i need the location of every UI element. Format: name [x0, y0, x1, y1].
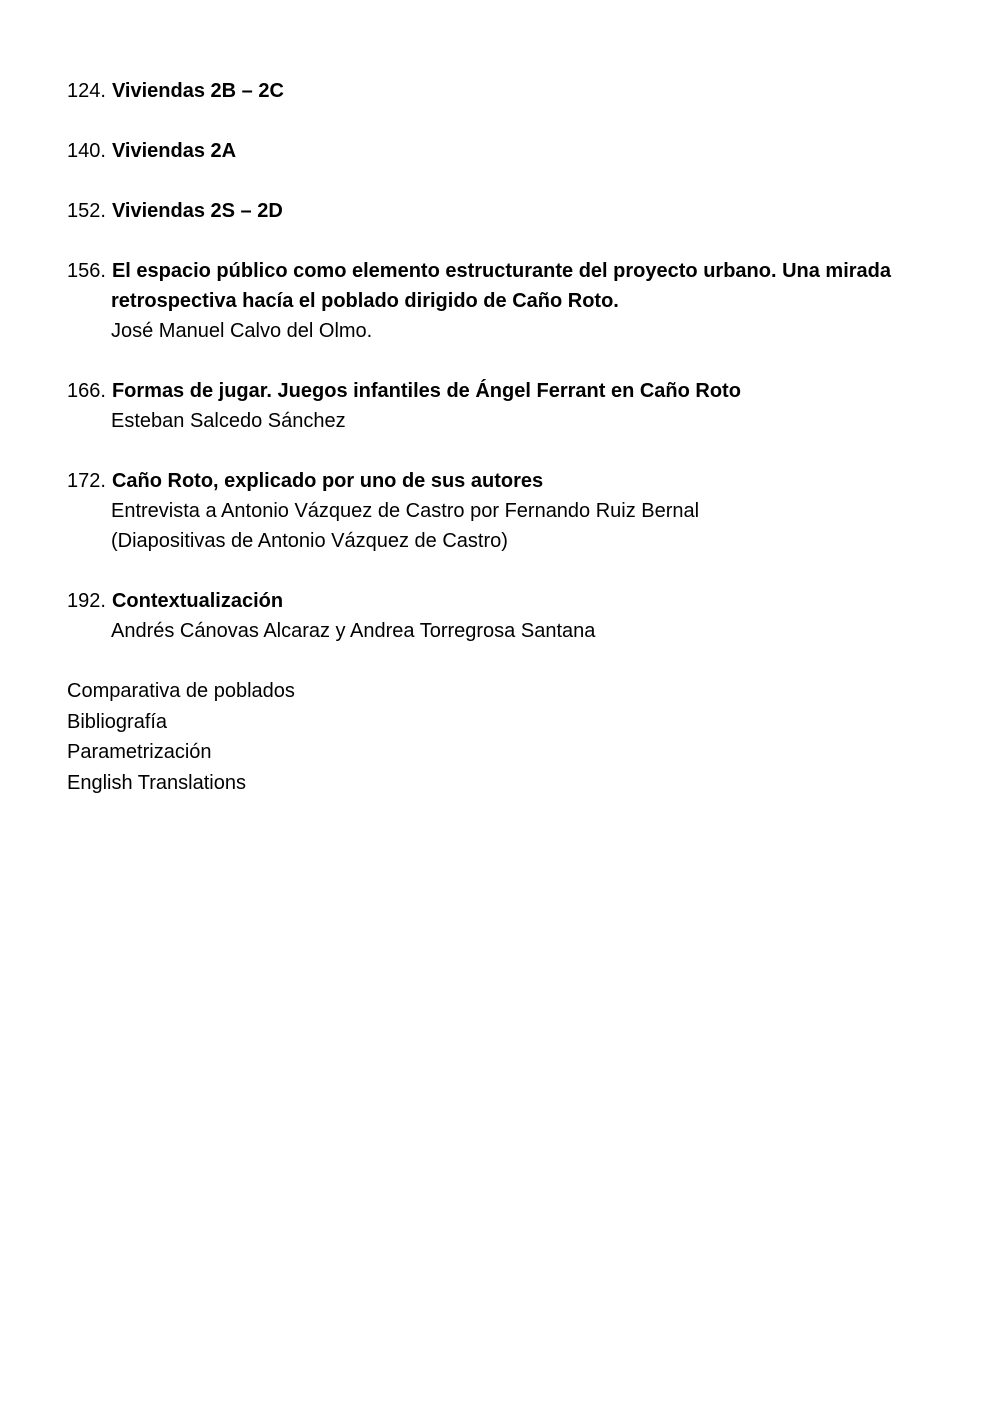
toc-page-number: 124. [67, 80, 106, 102]
toc-entry-author: Andrés Cánovas Alcaraz y Andrea Torregrosa Santana [111, 620, 596, 642]
appendix-item-bibliografia: Bibliografía [67, 710, 168, 733]
toc-page-number: 192. [67, 590, 106, 612]
toc-entry-title: Formas de jugar. Juegos infantiles de Ángel Ferrant en Caño Roto [111, 380, 741, 402]
toc-page-number: 166. [67, 380, 106, 402]
toc-entry-title: Viviendas 2B – 2C [111, 80, 284, 102]
toc-entry [67, 196, 947, 226]
toc-entry-author: Entrevista a Antonio Vázquez de Castro por Fernando Ruiz Bernal [111, 500, 700, 522]
toc-page-number: 152. [67, 200, 106, 222]
toc-entry [67, 256, 947, 346]
appendix-item-parametrizacion: Parametrización [67, 741, 212, 763]
appendix-list [67, 676, 295, 798]
toc-entry-title: Caño Roto, explicado por uno de sus autores [111, 470, 544, 492]
appendix-item-english-translations: English Translations [67, 771, 246, 794]
toc-entry-title: Viviendas 2S – 2D [111, 200, 283, 222]
toc-entry-title: Contextualización [111, 590, 284, 612]
toc-entry [67, 136, 947, 166]
toc-page-number: 140. [67, 140, 106, 162]
toc-entry [67, 466, 947, 556]
toc-entry-title-line-2: retrospectiva hacía el poblado dirigido de Caño Roto. [111, 290, 619, 312]
toc-entry-note: (Diapositivas de Antonio Vázquez de Castro) [111, 530, 508, 552]
toc-entry [67, 76, 947, 106]
toc-entry-author: Esteban Salcedo Sánchez [111, 410, 346, 432]
toc-entry-title: Viviendas 2A [111, 140, 237, 162]
toc-entry-title-line-1: El espacio público como elemento estructurante del proyecto urbano. Una mirada [111, 260, 891, 282]
toc-entry-author: José Manuel Calvo del Olmo. [111, 320, 373, 342]
toc-entry [67, 376, 947, 436]
toc-entry [67, 586, 947, 646]
appendix-item-comparativa: Comparativa de poblados [67, 680, 295, 702]
toc-page-number: 172. [67, 470, 106, 492]
toc-page-number: 156. [67, 260, 106, 282]
table-of-contents [67, 76, 947, 676]
